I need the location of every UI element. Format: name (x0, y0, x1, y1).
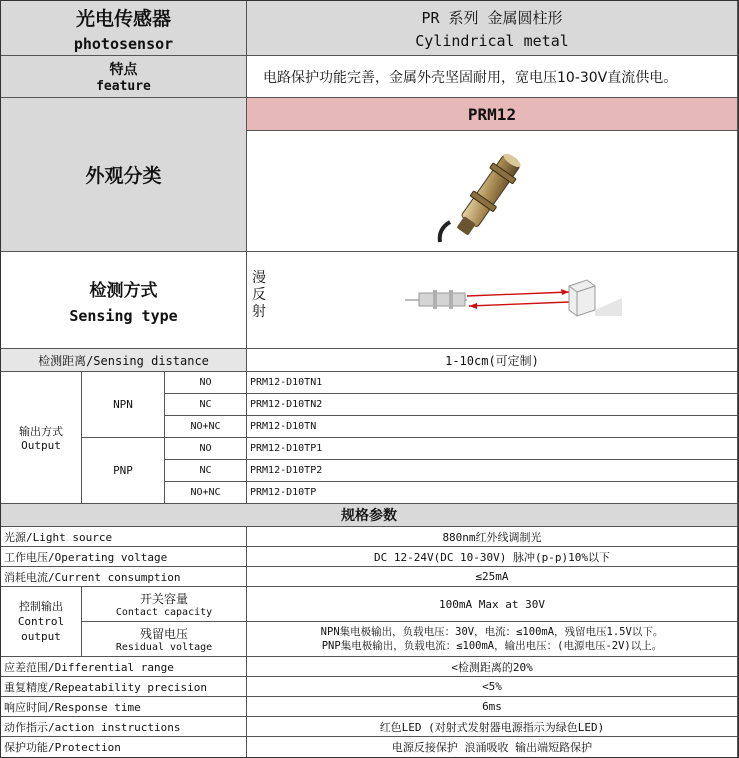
pnp-model-2-text: PRM12-D10TP2 (250, 465, 323, 476)
series-cell (247, 1, 738, 56)
output-label-cn: 输出方式 (19, 425, 63, 438)
distance-value-cell (247, 349, 738, 372)
npn-mode-1 (165, 372, 247, 394)
capacity-value-cell (247, 587, 738, 622)
output-pnp-cell (82, 438, 165, 504)
pnp-mode-3-text: NO+NC (190, 487, 221, 498)
capacity-label-cn: 开关容量 (139, 592, 188, 606)
output-label-en: Output (21, 439, 61, 452)
sensing-label-cell (1, 252, 247, 349)
npn-model-2 (247, 394, 738, 416)
current-label: 消耗电流/Current consumption (4, 570, 181, 584)
repeatability-value: <5% (482, 680, 502, 693)
action-value: 红色LED (对射式发射器电源指示为绿色LED) (379, 720, 605, 734)
repeatability-value-cell (247, 677, 738, 697)
current-label-cell (1, 567, 247, 587)
sensing-mode-char-3: 射 (252, 304, 266, 320)
sensing-mode-char-1: 漫 (252, 270, 266, 286)
control-label-cell (1, 587, 82, 657)
title-en: photosensor (73, 34, 174, 53)
residual-line-2: PNP集电极输出，负载电流：≤100mA，输出电压：(电源电压-2V)以上。 (321, 640, 663, 652)
output-npn-label: NPN (113, 398, 133, 411)
pnp-model-1 (247, 438, 738, 460)
response-label: 响应时间/Response time (4, 700, 141, 714)
voltage-value-cell (247, 547, 738, 567)
control-label-cn: 控制输出 (19, 600, 63, 613)
action-value-cell (247, 717, 738, 737)
differential-label-cell (1, 657, 247, 677)
current-value-cell (247, 567, 738, 587)
sensing-mode-text (252, 270, 266, 321)
capacity-label-cell (82, 587, 247, 622)
light-source-value-cell (247, 527, 738, 547)
npn-mode-2-text: NC (199, 399, 212, 410)
feature-text-cell (247, 56, 738, 98)
response-label-cell (1, 697, 247, 717)
series-en: Cylindrical metal (415, 31, 569, 50)
repeatability-label: 重复精度/Repeatability precision (4, 680, 207, 694)
differential-value-cell (247, 657, 738, 677)
light-source-label-cell (1, 527, 247, 547)
pnp-mode-3 (165, 482, 247, 504)
appearance-label: 外观分类 (85, 165, 162, 187)
output-npn-cell (82, 372, 165, 438)
action-label-cell (1, 717, 247, 737)
model-header-cell (247, 98, 738, 131)
light-source-label: 光源/Light source (4, 530, 113, 544)
sensor-product-image (422, 134, 562, 249)
feature-label-en: feature (96, 79, 151, 94)
voltage-value: DC 12-24V(DC 10-30V) 脉冲(p-p)10%以下 (373, 550, 611, 564)
residual-label-cn: 残留电压 (139, 627, 188, 641)
model-name: PRM12 (467, 104, 517, 124)
output-label-cell (1, 372, 82, 504)
product-image-cell (247, 131, 738, 252)
feature-text: 电路保护功能完善，金属外壳坚固耐用，宽电压10-30V直流供电。 (263, 69, 678, 86)
capacity-label-en: Contact capacity (115, 607, 213, 618)
residual-value-cell (247, 622, 738, 657)
residual-label-en: Residual voltage (115, 642, 213, 653)
title-cn: 光电传感器 (75, 7, 171, 30)
protection-value-cell (247, 737, 738, 757)
protection-value: 电源反接保护 浪涌吸收 输出端短路保护 (391, 741, 593, 754)
voltage-label-cell (1, 547, 247, 567)
pnp-mode-2-text: NC (199, 465, 212, 476)
control-label-en2: output (21, 630, 61, 643)
npn-mode-3 (165, 416, 247, 438)
pnp-model-3 (247, 482, 738, 504)
specs-title: 规格参数 (341, 508, 397, 524)
action-label: 动作指示/action instructions (4, 720, 181, 734)
pnp-model-1-text: PRM12-D10TP1 (250, 443, 323, 454)
differential-label: 应差范围/Differential range (4, 660, 174, 674)
residual-line-1: NPN集电极输出，负载电压：30V，电流：≤100mA，残留电压1.5V以下。 (320, 626, 664, 638)
response-value-cell (247, 697, 738, 717)
npn-model-2-text: PRM12-D10TN2 (250, 399, 323, 410)
npn-mode-1-text: NO (199, 377, 212, 388)
residual-label-cell (82, 622, 247, 657)
light-source-value: 880nm红外线调制光 (442, 530, 542, 544)
current-value: ≤25mA (475, 570, 509, 583)
npn-model-1-text: PRM12-D10TN1 (250, 377, 323, 388)
pnp-mode-1 (165, 438, 247, 460)
feature-label-cn: 特点 (109, 62, 138, 78)
npn-model-3-text: PRM12-D10TN (250, 421, 317, 432)
npn-mode-2 (165, 394, 247, 416)
pnp-model-2 (247, 460, 738, 482)
specs-title-cell (1, 504, 738, 527)
npn-model-1 (247, 372, 738, 394)
sensing-mode-char-2: 反 (252, 287, 266, 303)
voltage-label: 工作电压/Operating voltage (4, 550, 168, 564)
title-cell (1, 1, 247, 56)
appearance-label-cell (1, 98, 247, 252)
control-label-en1: Control (17, 615, 65, 628)
response-value: 6ms (482, 700, 502, 713)
pnp-mode-2 (165, 460, 247, 482)
protection-label: 保护功能/Protection (4, 741, 121, 754)
sensing-label-en: Sensing type (69, 306, 178, 325)
repeatability-label-cell (1, 677, 247, 697)
sensing-label-cn: 检测方式 (89, 280, 158, 301)
sensing-diagram-cell (247, 252, 738, 349)
feature-label-cell (1, 56, 247, 98)
pnp-mode-1-text: NO (199, 443, 212, 454)
diffuse-reflection-diagram (397, 276, 627, 322)
distance-label: 检测距离/Sensing distance (38, 353, 209, 368)
distance-label-cell (1, 349, 247, 372)
differential-value: <检测距离的20% (451, 660, 533, 674)
npn-model-3 (247, 416, 738, 438)
pnp-model-3-text: PRM12-D10TP (250, 487, 317, 498)
npn-mode-3-text: NO+NC (190, 421, 221, 432)
series-cn: PR 系列 金属圆柱形 (421, 8, 563, 27)
protection-label-cell (1, 737, 247, 757)
capacity-value: 100mA Max at 30V (439, 597, 545, 611)
distance-value: 1-10cm(可定制) (445, 353, 539, 368)
output-pnp-label: PNP (113, 464, 133, 477)
